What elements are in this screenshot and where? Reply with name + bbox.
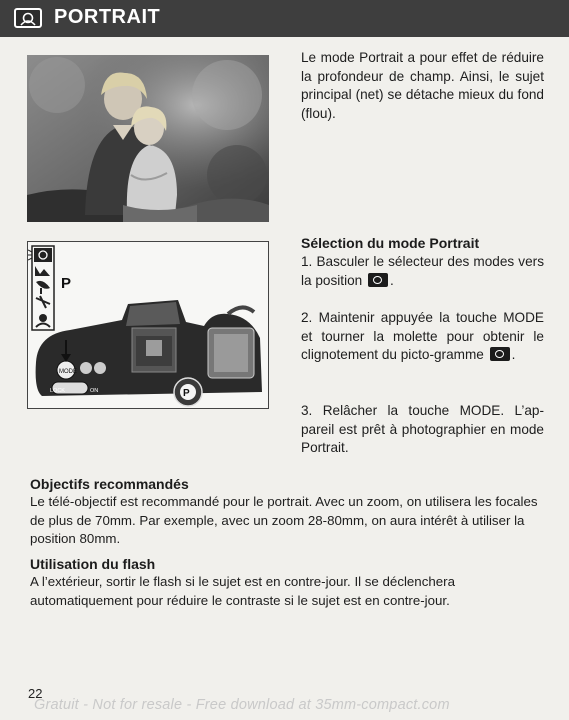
portrait-mode-icon [368,273,388,287]
step-1-end: . [390,272,394,288]
objectifs-heading: Objectifs recommandés [30,476,189,492]
intro-paragraph: Le mode Portrait a pour effet de réduire la profondeur de champ. Ainsi, le sujet principal (net) se détache mieux du fond (flou). [301,50,544,121]
portrait-mode-icon [490,347,510,361]
portrait-photo [27,55,269,222]
step-3: 3. Relâcher la touche MODE. L’ap-pareil est prêt à photographier en mode Portrait. [301,403,544,455]
svg-text:P: P [183,388,190,399]
svg-text:MODE: MODE [59,369,77,375]
page-title: PORTRAIT [54,6,161,28]
step-2-end: . [511,347,516,362]
flash-heading: Utilisation du flash [30,556,156,572]
svg-text:LOCK: LOCK [50,388,65,394]
page-number: 22 [28,686,43,701]
step-1 [301,253,544,290]
mode-letter: P [61,275,72,292]
step-2 [301,309,544,365]
flash-text: A l’extérieur, sortir le flash si le sujet est en contre-jour. Il se déclenchera automatiquement pour réduire le contraste si le sujet est en contre-jour. [30,574,455,608]
watermark: Gratuit - Not for resale - Free download at 35mm-compact.com [34,697,450,713]
step-1-text: 1. Basculer le sélecteur des modes vers la position [301,254,544,288]
portrait-mode-icon [14,8,42,28]
step-2-text: 2. Maintenir appuyée la touche MODE et tourner la molette pour obtenir le clignotement du picto-gramme [301,310,544,362]
svg-text:ON: ON [90,388,99,394]
camera-diagram [27,241,269,409]
header-bar [0,0,569,37]
selection-heading: Sélection du mode Portrait [301,235,480,251]
objectifs-text: Le télé-objectif est recommandé pour le portrait. Avec un zoom, on utilisera les focales de plus de 70mm. Par exemple, avec un zoom 28-80mm, on aura intérêt à utiliser la position 80mm. [30,494,538,546]
